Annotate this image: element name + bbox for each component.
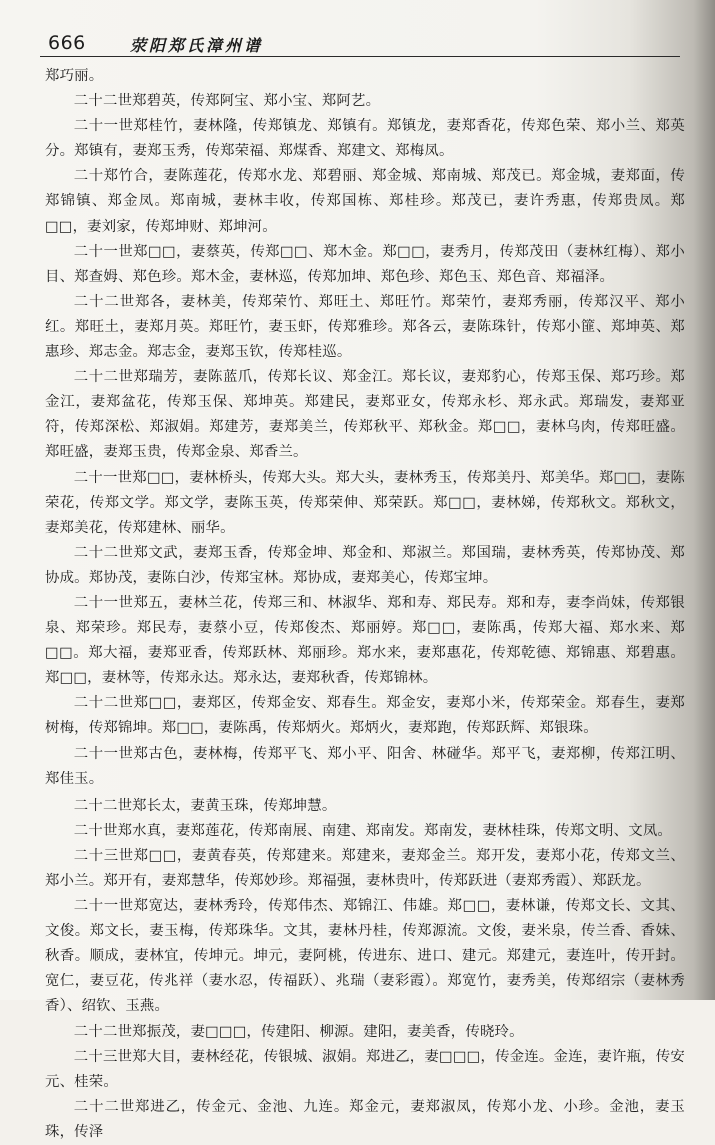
book-title: 荥阳郑氏漳州谱 [130, 36, 264, 55]
text-paragraph: 二十二世郑进乙，传金元、金池、九连。郑金元，妻郑淑凤，传郑小龙、小珍。金池，妻玉珠，传泽 [45, 1098, 685, 1140]
text-paragraph: 二十世郑水真，妻郑莲花，传郑南展、南建、郑南发。郑南发，妻林桂珠，传郑文明、文凤。 [73, 822, 673, 839]
text-paragraph: 二十一世郑宽达，妻林秀玲，传郑伟杰、郑锦江、伟雄。郑□□，妻林谦，传郑文长、文其、文俊。郑文长，妻玉梅，传郑珠华。文其，妻林丹桂，传郑源流。文俊，妻米泉，传兰香、香妹、秋香。顺成，妻林宜，传坤元。坤元，妻阿桃，传进东、进口、建元。郑建元，妻连叶，传开封。宽仁，妻豆花，传兆祥（妻水忍，传福跃）、兆瑞（妻彩霞）。郑宽竹，妻秀美，传郑绍宗（妻林秀香）、绍钦、玉燕。 [45, 898, 685, 1015]
text-paragraph: 二十二世郑振茂，妻□□□，传建阳、柳源。建阳，妻美香，传晓玲。 [73, 1023, 524, 1040]
text-paragraph: 二十一世郑桂竹，妻林隆，传郑镇龙、郑镇有。郑镇龙，妻郑香花，传郑色荣、郑小兰、郑英分。郑镇有，妻郑玉秀，传郑荣福、郑煤香、郑建文、郑梅凤。 [45, 118, 685, 160]
text-paragraph: 二十二世郑文武，妻郑玉香，传郑金坤、郑金和、郑淑兰。郑国瑞，妻林秀英，传郑协茂、郑协成。郑协茂，妻陈白沙，传郑宝林。郑协成，妻郑美心，传郑宝坤。 [45, 544, 685, 586]
text-paragraph: 二十二世郑碧英，传郑阿宝、郑小宝、郑阿艺。 [73, 93, 381, 110]
text-paragraph: 二十一世郑五，妻林兰花，传郑三和、林淑华、郑和寿、郑民寿。郑和寿，妻李尚妹，传郑银泉、郑荣珍。郑民寿，妻蔡小豆，传郑俊杰、郑丽婷。郑□□，妻陈禹，传郑大福、郑水来、郑□□。郑大福，妻郑亚香，传郑跃林、郑丽珍。郑水来，妻郑惠花，传郑乾德、郑锦惠、郑碧惠。郑□□，妻林等，传郑永达。郑永达，妻郑秋香，传郑锦林。 [45, 594, 685, 687]
text-paragraph: 二十二世郑瑞芳，妻陈蓝爪，传郑长议、郑金江。郑长议，妻郑豹心，传郑玉保、郑巧珍。郑金江，妻郑盆花，传郑玉保、郑坤英。郑建民，妻郑亚女，传郑永杉、郑永武。郑瑞发，妻郑亚符，传郑深松、郑淑娟。郑建芳，妻郑美兰，传郑秋平、郑秋金。郑□□，妻林乌肉，传郑旺盛。郑旺盛，妻郑玉贵，传郑金泉、郑香兰。 [45, 369, 685, 461]
text-paragraph: 二十二世郑□□，妻郑区，传郑金安、郑春生。郑金安，妻郑小米，传郑荣金。郑春生，妻郑树梅，传郑锦坤。郑□□，妻陈禹，传郑炳火。郑炳火，妻郑跑，传郑跃辉、郑银珠。 [45, 695, 685, 737]
text-paragraph: 二十三世郑□□，妻黄春英，传郑建来。郑建来，妻郑金兰。郑开发，妻郑小花，传郑文兰、郑小兰。郑开有，妻郑慧华，传郑妙珍。郑福强，妻林贵叶，传郑跃进（妻郑秀霞）、郑跃龙。 [45, 847, 685, 889]
text-paragraph: 郑巧丽。 [45, 68, 104, 84]
text-paragraph: 二十郑竹合，妻陈莲花，传郑水龙、郑碧丽、郑金城、郑南城、郑茂已。郑金城，妻郑面，传郑锦镇、郑金凤。郑南城，妻林丰收，传郑国栋、郑桂珍。郑茂已，妻许秀惠，传郑贵凤。郑□□，妻刘家，传郑坤财、郑坤河。 [45, 168, 685, 235]
text-paragraph: 二十二世郑长太，妻黄玉珠，传郑坤慧。 [73, 797, 337, 814]
genealogy-text [45, 64, 685, 1145]
text-paragraph: 二十三世郑大目，妻林经花，传银城、淑娟。郑进乙，妻□□□，传金连。金连，妻许瓶，传安元、桂荣。 [45, 1048, 685, 1090]
page-header [40, 26, 680, 57]
text-paragraph: 二十一世郑古色，妻林梅，传郑平飞、郑小平、阳舍、林碰华。郑平飞，妻郑柳，传郑江明、郑佳玉。 [45, 745, 685, 787]
text-paragraph: 二十二世郑各，妻林美，传郑荣竹、郑旺土、郑旺竹。郑荣竹，妻郑秀丽，传郑汉平、郑小红。郑旺土，妻郑月英。郑旺竹，妻玉虾，传郑雅珍。郑各云，妻陈珠针，传郑小篚、郑坤英、郑惠珍、郑志金。郑志金，妻郑玉钦，传郑桂巡。 [45, 293, 685, 361]
page-number: 666 [48, 32, 86, 54]
text-paragraph: 二十一世郑□□，妻蔡英，传郑□□、郑木金。郑□□，妻秀月，传郑茂田（妻林红梅）、郑小目、郑查姆、郑色珍。郑木金，妻林巡，传郑加坤、郑色珍、郑色玉、郑色音、郑福泽。 [45, 243, 685, 285]
text-paragraph: 二十一世郑□□，妻林桥头，传郑大头。郑大头，妻林秀玉，传郑美丹、郑美华。郑□□，妻陈荣花，传郑文学。郑文学，妻陈玉英，传郑荣伸、郑荣跃。郑□□，妻林娣，传郑秋文。郑秋文，妻郑美花，传郑建林、丽华。 [45, 469, 685, 536]
